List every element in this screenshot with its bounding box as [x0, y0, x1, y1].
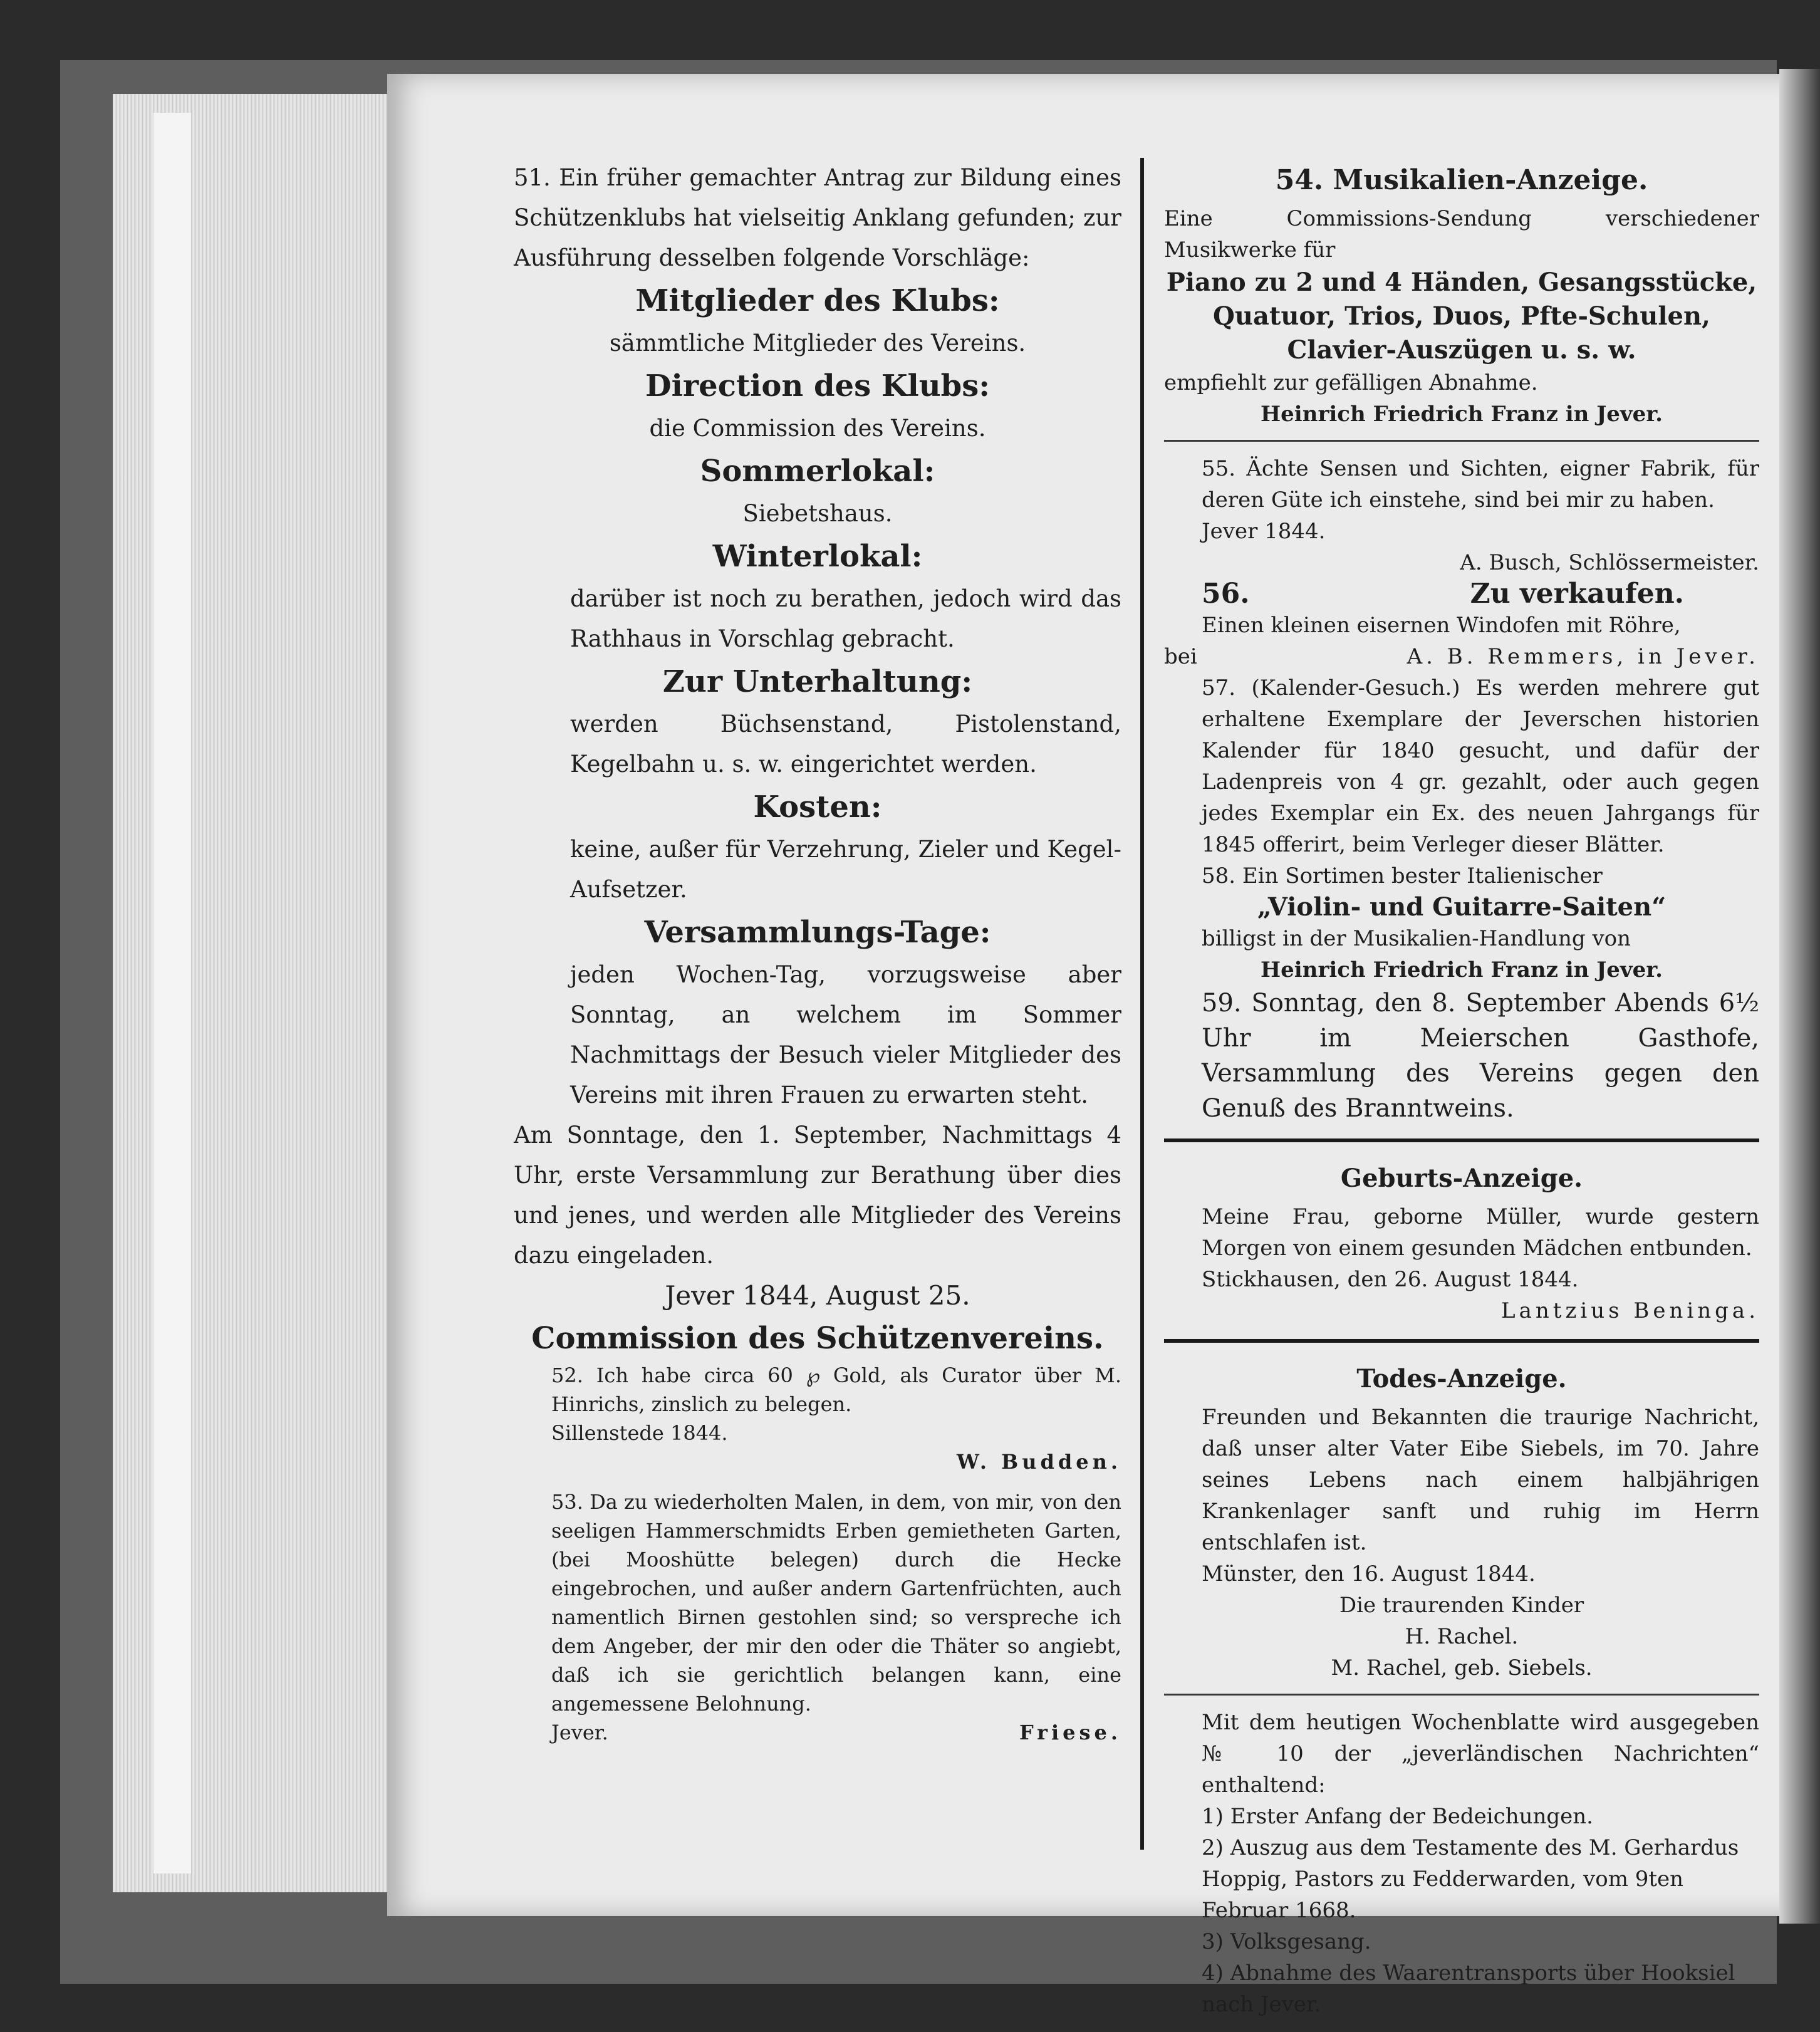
notice-55: 55. Ächte Sensen und Sichten, eigner Fabrik, für deren Güte ich einstehe, sind bei mir zu haben. — [1202, 456, 1759, 513]
todes-kinder: Die traurenden Kinder — [1339, 1593, 1584, 1618]
beilage-item-2: 2) Auszug aus dem Testamente des M. Gerhardus Hoppig, Pastors zu Fedderwarden, vom 9ten Februar 1668. — [1202, 1835, 1739, 1923]
heading-mitglieder: Mitglieder des Klubs: — [635, 283, 1000, 318]
heading-unterhaltung: Zur Unterhaltung: — [662, 664, 973, 699]
todes-signature-1: H. Rachel. — [1405, 1624, 1519, 1649]
separator — [1164, 440, 1759, 442]
binding-shadow — [1779, 69, 1820, 1924]
text-unterhaltung: werden Büchsenstand, Pistolenstand, Kegelbahn u. s. w. eingerichtet werden. — [570, 711, 1121, 778]
text-kosten: keine, außer für Verzehrung, Zieler und Kegel-Aufsetzer. — [570, 836, 1121, 903]
heading-winterlokal: Winterlokal: — [712, 539, 923, 574]
todes-heading: Todes-Anzeige. — [1356, 1364, 1567, 1394]
column-divider — [1140, 158, 1144, 1850]
notice-58-signature: Heinrich Friedrich Franz in Jever. — [1261, 957, 1663, 982]
notice-56-bei: bei — [1164, 644, 1197, 669]
notice-55-place: Jever 1844. — [1202, 519, 1326, 544]
commission-signature: Commission des Schützenvereins. — [531, 1321, 1104, 1356]
notice-55-signature: A. Busch, Schlössermeister. — [1460, 550, 1759, 575]
notice-54-signature: Heinrich Friedrich Franz in Jever. — [1261, 402, 1663, 427]
beilage-item-3: 3) Volksgesang. — [1202, 1929, 1371, 1954]
heading-direction: Direction des Klubs: — [645, 368, 990, 404]
separator — [1164, 1694, 1759, 1696]
todes-signature-2: M. Rachel, geb. Siebels. — [1331, 1655, 1593, 1680]
geburt-text: Meine Frau, geborne Müller, wurde gestern Morgen von einem gesunden Mädchen entbunden. — [1202, 1204, 1759, 1261]
geburt-heading: Geburts-Anzeige. — [1340, 1164, 1583, 1193]
text-mitglieder: sämmtliche Mitglieder des Vereins. — [609, 330, 1026, 357]
beilage-item-4: 4) Abnahme des Waarentransports über Hooksiel nach Jever. — [1202, 1961, 1735, 2017]
geburt-place: Stickhausen, den 26. August 1844. — [1202, 1267, 1579, 1292]
notice-51-intro: 51. Ein früher gemachter Antrag zur Bildung eines Schützenklubs hat vielseitig Anklang gefunden; zur Ausführung desselben folgende Vorschläge: — [514, 164, 1121, 271]
notice-54-recommendation: empfiehlt zur gefälligen Abnahme. — [1164, 370, 1538, 395]
notice-53-place: Jever. — [551, 1721, 608, 1744]
text-versammlungstage: jeden Wochen-Tag, vorzugsweise aber Sonntag, an welchem im Sommer Nachmittags der Besuch vieler Mitglieder des Vereins mit ihren Frauen zu erwarten steht. — [570, 961, 1121, 1108]
heading-kosten: Kosten: — [753, 789, 882, 825]
notice-54-heading: 54. Musikalien-Anzeige. — [1275, 164, 1648, 196]
separator — [1164, 1339, 1759, 1343]
notice-56-signature: A. B. Remmers, in Jever. — [1407, 644, 1759, 669]
notice-58: 58. Ein Sortimen bester Italienischer — [1202, 863, 1603, 888]
separator — [1164, 1138, 1759, 1142]
text-sommerlokal: Siebetshaus. — [742, 500, 893, 527]
notice-56-number: 56. — [1202, 578, 1250, 610]
left-column — [514, 158, 1121, 1747]
text-erste-versammlung: Am Sonntage, den 1. September, Nachmittags 4 Uhr, erste Versammlung zur Berathung über dies und jenes, und werden alle Mitglieder des Vereins dazu eingeladen. — [514, 1122, 1121, 1269]
text-winterlokal: darüber ist noch zu berathen, jedoch wird das Rathhaus in Vorschlag gebracht. — [570, 585, 1121, 652]
notice-56-heading: Zu verkaufen. — [1470, 578, 1684, 610]
geburt-signature: Lantzius Beninga. — [1501, 1298, 1759, 1323]
right-column — [1164, 158, 1759, 2020]
notice-52-place: Sillenstede 1844. — [551, 1421, 728, 1445]
beilage-intro: Mit dem heutigen Wochenblatte wird ausgegeben № 10 der „jeverländischen Nachrichten“ enthaltend: — [1202, 1710, 1759, 1798]
notice-53-signature: Friese. — [1019, 1721, 1121, 1744]
notice-52: 52. Ich habe circa 60 ℘ Gold, als Curator über M. Hinrichs, zinslich zu belegen. — [551, 1363, 1121, 1416]
notice-56-text: Einen kleinen eisernen Windofen mit Röhre, — [1202, 613, 1681, 638]
page-edge-highlight — [153, 113, 191, 1873]
todes-text: Freunden und Bekannten die traurige Nachricht, daß unser alter Vater Eibe Siebels, im 70. Jahre seines Lebens nach einem halbjährigen Krankenlager sanft und ruhig im Herrn entschlafen ist. — [1202, 1405, 1759, 1555]
notice-58-text: billigst in der Musikalien-Handlung von — [1202, 926, 1631, 951]
notice-59: 59. Sonntag, den 8. September Abends 6½ Uhr im Meierschen Gasthofe, Versammlung des Vereins gegen den Genuß des Branntweins. — [1202, 989, 1759, 1123]
notice-53: 53. Da zu wiederholten Malen, in dem, von mir, von den seeligen Hammerschmidts Erben gemietheten Garten, (bei Mooshütte belegen) durch die Hecke eingebrochen, und außer andern Gartenfrüchten, auch namentlich Birnen gestohlen sind; so verspreche ich dem Angeber, der mir den oder die Thäter so angiebt, daß ich sie gerichtlich belangen kann, eine angemessene Belohnung. — [551, 1490, 1121, 1716]
notice-58-saiten: „Violin- und Guitarre-Saiten“ — [1257, 892, 1667, 922]
date-line: Jever 1844, August 25. — [665, 1280, 970, 1311]
heading-versammlungstage: Versammlungs-Tage: — [644, 915, 991, 950]
text-direction: die Commission des Vereins. — [649, 415, 986, 442]
heading-sommerlokal: Sommerlokal: — [700, 454, 935, 489]
notice-54-text: Eine Commissions-Sendung verschiedener Musikwerke für — [1164, 206, 1759, 263]
todes-place: Münster, den 16. August 1844. — [1202, 1561, 1536, 1587]
notice-57: 57. (Kalender-Gesuch.) Es werden mehrere gut erhaltene Exemplare der Jeverschen historien Kalender für 1840 gesucht, und dafür der Ladenpreis von 4 gr. gezahlt, oder auch gegen jedes Exemplar ein Ex. des neuen Jahrgangs für 1845 offerirt, beim Verleger dieser Blätter. — [1202, 675, 1759, 857]
notice-52-signature: W. Budden. — [956, 1450, 1121, 1474]
beilage-item-1: 1) Erster Anfang der Bedeichungen. — [1202, 1804, 1593, 1829]
notice-54-items: Piano zu 2 und 4 Händen, Gesangsstücke, Quatuor, Trios, Duos, Pfte-Schulen, Clavier-Auszügen u. s. w. — [1166, 268, 1757, 365]
